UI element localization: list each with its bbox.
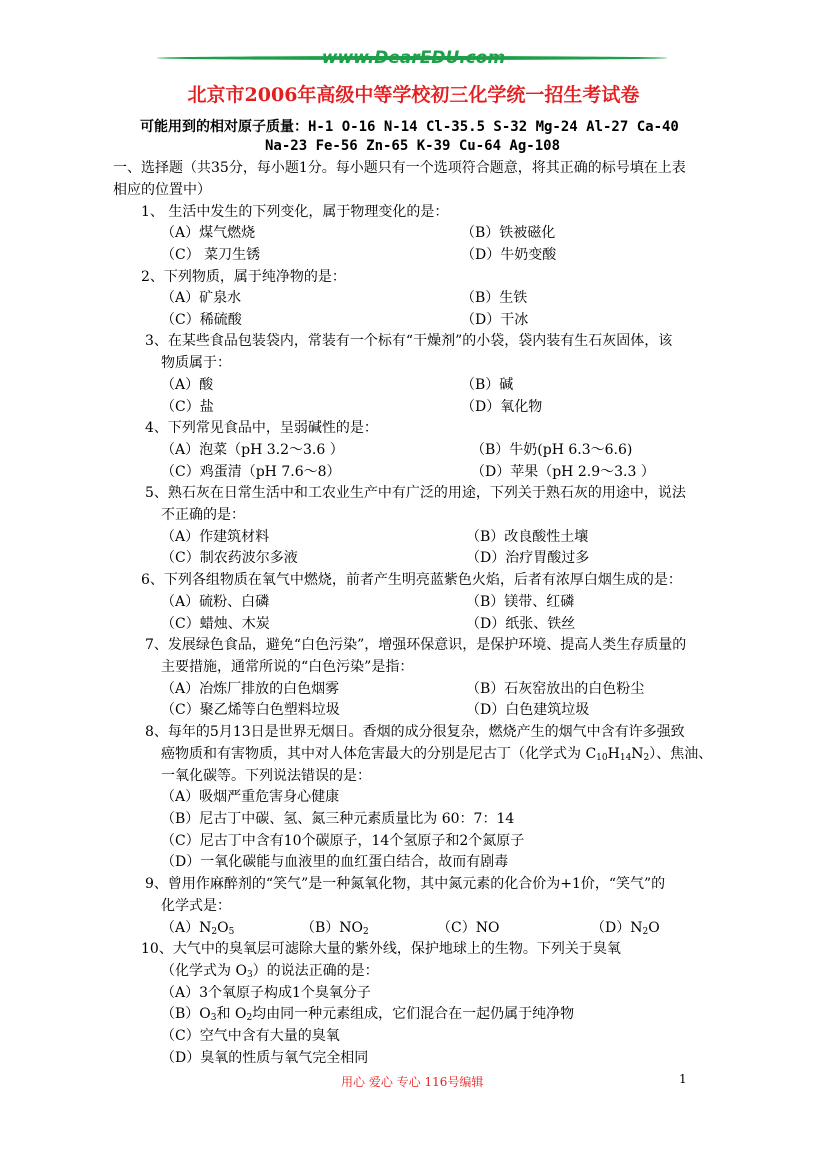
question-8-option-d: （D）一氧化碳能与血液里的血红蛋白结合，故而有剧毒 — [161, 854, 509, 870]
question-4-option-c: （C）鸡蛋清（pH 7.6～8） — [161, 464, 341, 480]
question-2-option-c: （C）稀硫酸 — [161, 312, 242, 328]
question-7-option-b: （B）石灰窑放出的白色粉尘 — [466, 681, 645, 697]
question-1-option-c: （C） 菜刀生锈 — [161, 247, 261, 263]
question-8-text: 癌物质和有害物质，其中对人体危害最大的分别是尼古丁（化学式为 C — [161, 746, 597, 762]
question-4-option-a: （A）泡菜（pH 3.2～3.6 ） — [161, 442, 344, 458]
option-text: 和 O — [216, 1006, 247, 1022]
formula-subscript: 2 — [643, 753, 650, 763]
formula-element: N — [631, 746, 644, 762]
question-1-stem: 1、 生活中发生的下列变化，属于物理变化的是： — [141, 204, 449, 220]
question-2-option-d: （D）干冰 — [461, 312, 529, 328]
question-5-option-d: （D）治疗胃酸过多 — [466, 550, 590, 566]
question-4-option-b: （B）牛奶(pH 6.3～6.6) — [471, 442, 633, 458]
question-3-option-d: （D）氧化物 — [461, 399, 543, 415]
formula-subscript: 2 — [363, 927, 369, 937]
question-5-option-b: （B）改良酸性土壤 — [466, 529, 589, 545]
question-6-option-b: （B）镁带、红磷 — [466, 594, 575, 610]
option-text: （A）N — [161, 920, 212, 936]
question-3-option-a: （A）酸 — [161, 377, 214, 393]
option-text: 均由同一种元素组成，它们混合在一起仍属于纯净物 — [252, 1006, 575, 1022]
question-3-stem-cont: 物质属于： — [161, 355, 231, 371]
question-7-stem: 7、发展绿色食品，避免“白色污染”，增强环保意识，是保护环境、提高人类生存质量的 — [145, 637, 687, 653]
question-9-option-d — [591, 917, 660, 937]
formula-subscript: 3 — [246, 970, 253, 980]
question-10-stem: 10、大气中的臭氧层可滤除大量的紫外线，保护地球上的生物。下列关于臭氧 — [141, 941, 621, 957]
question-8-option-c: （C）尼古丁中含有10个碳原子，14个氢原子和2个氮原子 — [161, 833, 525, 849]
question-8-option-b: （B）尼古丁中碳、氢、氮三种元素质量比为 60：7：14 — [161, 811, 515, 827]
question-10-option-b — [161, 1003, 574, 1023]
question-6-stem: 6、下列各组物质在氧气中燃烧，前者产生明亮蓝紫色火焰，后者有浓厚白烟生成的是： — [141, 572, 682, 588]
formula-element: O — [648, 920, 660, 936]
formula-subscript: 2 — [246, 1013, 253, 1023]
section-heading-cont: 相应的位置中） — [113, 182, 211, 198]
question-1-option-b: （B）铁被磁化 — [461, 225, 556, 241]
question-3-option-b: （B）碱 — [461, 377, 514, 393]
atomic-mass-label: 可能用到的相对原子质量： — [140, 119, 308, 135]
page-number: 1 — [679, 1072, 687, 1086]
formula-subscript: 5 — [228, 927, 235, 937]
question-6-option-c: （C）蜡烛、木炭 — [161, 616, 270, 632]
question-10-option-d: （D）臭氧的性质与氧气完全相同 — [161, 1050, 369, 1066]
question-8-option-a: （A）吸烟严重危害身心健康 — [161, 789, 340, 805]
question-10-option-c: （C）空气中含有大量的臭氧 — [161, 1028, 340, 1044]
question-6-option-a: （A）硫粉、白磷 — [161, 594, 270, 610]
formula-subscript: 2 — [211, 927, 218, 937]
question-5-option-c: （C）制农药波尔多液 — [161, 550, 298, 566]
question-2-stem: 2、下列物质，属于纯净物的是： — [141, 269, 346, 285]
question-8-text: ）、焦油、 — [649, 746, 713, 762]
question-1-option-a: （A）煤气燃烧 — [161, 225, 256, 241]
question-10-text: （化学式为 O — [161, 963, 247, 979]
atomic-mass-line1 — [140, 116, 679, 136]
formula-subscript: 2 — [642, 927, 649, 937]
question-1-option-d: （D）牛奶变酸 — [461, 247, 557, 263]
formula-subscript: 3 — [210, 1013, 217, 1023]
question-9-option-c: （C）NO — [437, 920, 500, 936]
question-9-stem-cont: 化学式是： — [161, 898, 231, 914]
formula-subscript: 10 — [596, 753, 608, 763]
question-10-stem-cont — [161, 960, 379, 980]
question-3-option-c: （C）盐 — [161, 399, 214, 415]
option-text: （B）NO — [301, 920, 364, 936]
question-8-stem: 8、每年的5月13日是世界无烟日。香烟的成分很复杂，燃烧产生的烟气中含有许多强致 — [145, 724, 685, 740]
question-7-option-a: （A）冶炼厂排放的白色烟雾 — [161, 681, 340, 697]
formula-element: O — [217, 920, 229, 936]
question-4-stem: 4、下列常见食品中，呈弱碱性的是： — [145, 420, 378, 436]
page-footer: 用心 爱心 专心 116号编辑 — [341, 1075, 484, 1089]
question-3-stem: 3、在某些食品包装袋内，常装有一个标有“干燥剂”的小袋，袋内装有生石灰固体，该 — [145, 333, 673, 349]
formula-subscript: 14 — [619, 753, 632, 763]
site-banner: www.DearEDU.com — [321, 48, 506, 68]
section-heading: 一、选择题（共35分，每小题1分。每小题只有一个选项符合题意，将其正确的标号填在上表 — [113, 160, 686, 176]
question-8-stem-cont — [161, 743, 712, 763]
question-9-stem: 9、曾用作麻醉剂的“笑气”是一种氮氧化物，其中氮元素的化合价为+1价，“笑气”的 — [145, 876, 666, 892]
question-5-stem: 5、熟石灰在日常生活中和工农业生产中有广泛的用途，下列关于熟石灰的用途中，说法 — [145, 485, 686, 501]
option-text: （B）O — [161, 1006, 211, 1022]
question-7-stem-cont: 主要措施，通常所说的“白色污染”是指： — [161, 659, 414, 675]
question-5-option-a: （A）作建筑材料 — [161, 529, 270, 545]
question-2-option-a: （A）矿泉水 — [161, 290, 242, 306]
option-text: （D）N — [591, 920, 643, 936]
question-7-option-d: （D）白色建筑垃圾 — [466, 702, 590, 718]
question-10-option-a: （A）3个氧原子构成1个臭氧分子 — [161, 985, 371, 1001]
formula-element: H — [607, 746, 620, 762]
question-5-stem-cont: 不正确的是： — [161, 507, 245, 523]
question-2-option-b: （B）生铁 — [461, 290, 528, 306]
question-4-option-d: （D）苹果（pH 2.9～3.3 ） — [471, 464, 655, 480]
question-9-option-b — [301, 917, 369, 937]
atomic-mass-values-1: H-1 O-16 N-14 Cl-35.5 S-32 Mg-24 Al-27 Ca-40 — [308, 119, 679, 135]
question-9-option-a — [161, 917, 234, 937]
question-7-option-c: （C）聚乙烯等白色塑料垃圾 — [161, 702, 340, 718]
question-10-text: ）的说法正确的是： — [252, 963, 379, 979]
atomic-mass-line2: Na-23 Fe-56 Zn-65 K-39 Cu-64 Ag-108 — [265, 138, 561, 154]
question-8-stem-cont2: 一氧化碳等。下列说法错误的是： — [161, 768, 371, 784]
question-6-option-d: （D）纸张、铁丝 — [466, 616, 576, 632]
page-title: 北京市2006年高级中等学校初三化学统一招生考试卷 — [187, 84, 640, 106]
